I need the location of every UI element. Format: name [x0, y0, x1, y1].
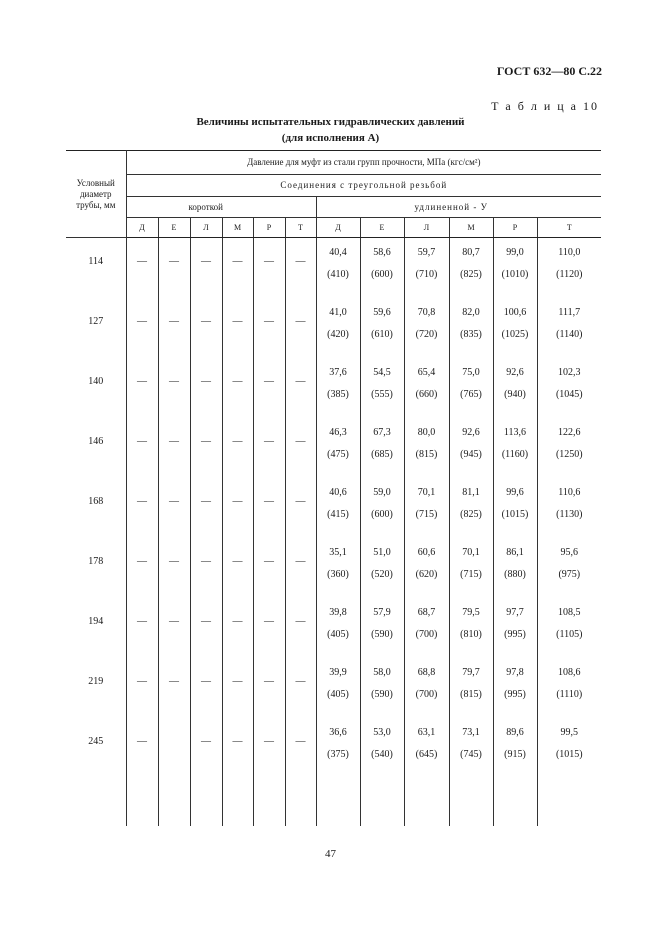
group-header: Л: [190, 218, 222, 238]
table-row: [66, 478, 601, 538]
pressure-mpa: 59,0: [373, 487, 391, 498]
pressure-kgf: (815): [460, 689, 482, 700]
short-value-cell: —: [222, 298, 253, 358]
table-row: [66, 718, 601, 826]
short-value-cell: —: [222, 598, 253, 658]
table-title: Величины испытательных гидравлических давлений: [196, 116, 465, 128]
long-value-cell: [493, 418, 537, 478]
group-header: Т: [537, 218, 601, 238]
short-value-cell: —: [158, 478, 190, 538]
long-value-cell: [537, 238, 601, 299]
pressure-mpa: 70,1: [462, 547, 480, 558]
short-value-cell: —: [190, 658, 222, 718]
pressure-kgf: (825): [460, 269, 482, 280]
pressure-mpa: 110,0: [558, 247, 581, 258]
pressure-kgf: (700): [415, 629, 438, 640]
short-value-cell: —: [126, 358, 158, 418]
table-row: [66, 358, 601, 418]
table-subtitle: (для исполнения А): [281, 132, 380, 144]
pressure-mpa: 111,7: [558, 307, 581, 318]
long-value-cell: [449, 358, 493, 418]
long-value-cell: [537, 658, 601, 718]
pressure-mpa: 80,7: [462, 247, 480, 258]
pressure-kgf: (620): [415, 569, 438, 580]
pressure-mpa: 81,1: [462, 487, 480, 498]
long-value-cell: [449, 418, 493, 478]
long-value-cell: [449, 238, 493, 299]
long-value-cell: [316, 298, 360, 358]
pressure-mpa: 86,1: [506, 547, 524, 558]
long-value-cell: [316, 478, 360, 538]
pressure-mpa: 80,0: [417, 427, 436, 438]
diameter-cell: 140: [66, 358, 126, 418]
long-header: удлиненной - У: [316, 197, 601, 218]
short-value-cell: —: [222, 718, 253, 826]
long-value-cell: [360, 598, 404, 658]
short-value-cell: —: [190, 598, 222, 658]
pressure-header: Давление для муфт из стали групп прочности, МПа (кгс/см²): [126, 151, 601, 175]
long-value-cell: [449, 478, 493, 538]
pressure-mpa: 99,0: [506, 247, 524, 258]
group-header: Р: [253, 218, 285, 238]
long-value-cell: [316, 418, 360, 478]
long-value-cell: [316, 538, 360, 598]
short-value-cell: —: [253, 478, 285, 538]
pressure-mpa: 53,0: [373, 727, 391, 738]
pressure-mpa: 110,6: [558, 487, 581, 498]
pressure-mpa: 113,6: [503, 427, 527, 438]
pressure-kgf: (715): [460, 569, 482, 580]
long-value-cell: [537, 298, 601, 358]
pressure-mpa: 75,0: [462, 367, 480, 378]
pressure-kgf: (765): [460, 389, 482, 400]
short-value-cell: —: [126, 718, 158, 826]
pressure-mpa: 92,6: [506, 367, 524, 378]
short-value-cell: —: [285, 598, 316, 658]
short-value-cell: —: [158, 658, 190, 718]
group-header: Е: [158, 218, 190, 238]
long-value-cell: [316, 718, 360, 826]
pressure-kgf: (385): [327, 389, 349, 400]
pressure-mpa: 89,6: [506, 727, 524, 738]
short-value-cell: —: [126, 658, 158, 718]
long-value-cell: [537, 718, 601, 826]
group-header: М: [449, 218, 493, 238]
pressure-mpa: 97,8: [506, 667, 524, 678]
pressure-kgf: (555): [371, 389, 393, 400]
pressure-mpa: 36,6: [329, 727, 347, 738]
long-value-cell: [449, 718, 493, 826]
short-value-cell: —: [285, 238, 316, 299]
pressure-mpa: 82,0: [462, 307, 480, 318]
pressure-kgf: (715): [415, 509, 438, 520]
long-value-cell: [404, 478, 449, 538]
pressure-mpa: 68,7: [417, 607, 436, 618]
short-value-cell: —: [222, 478, 253, 538]
short-value-cell: —: [253, 718, 285, 826]
pressure-kgf: (520): [371, 569, 393, 580]
long-value-cell: [404, 418, 449, 478]
pressure-mpa: 108,6: [558, 667, 581, 678]
pressure-kgf: (600): [371, 509, 393, 520]
short-value-cell: —: [190, 718, 222, 826]
pressure-kgf: (1130): [556, 509, 583, 520]
long-value-cell: [316, 598, 360, 658]
pressure-kgf: (375): [327, 749, 349, 760]
pressure-kgf: (720): [415, 329, 438, 340]
short-value-cell: —: [190, 298, 222, 358]
short-value-cell: —: [190, 358, 222, 418]
pressure-mpa: 68,8: [417, 667, 436, 678]
long-value-cell: [493, 658, 537, 718]
diameter-cell: 146: [66, 418, 126, 478]
connection-header: Соединения с треугольной резьбой: [126, 175, 601, 197]
pressure-kgf: (645): [415, 749, 438, 760]
short-value-cell: —: [126, 238, 158, 299]
short-value-cell: —: [190, 538, 222, 598]
long-value-cell: [493, 598, 537, 658]
pressure-mpa: 39,8: [329, 607, 347, 618]
diameter-header: Условный диаметр трубы, мм: [66, 151, 126, 238]
pressure-kgf: (1045): [555, 389, 583, 400]
pressure-table: [66, 150, 601, 826]
pressure-mpa: 67,3: [373, 427, 391, 438]
short-value-cell: —: [285, 298, 316, 358]
short-value-cell: —: [126, 298, 158, 358]
pressure-mpa: 40,4: [329, 247, 347, 258]
short-value-cell: —: [285, 658, 316, 718]
pressure-mpa: 51,0: [373, 547, 391, 558]
table-row: [66, 538, 601, 598]
pressure-kgf: (685): [371, 449, 393, 460]
diameter-cell: 219: [66, 658, 126, 718]
pressure-kgf: (880): [504, 569, 526, 580]
short-value-cell: —: [158, 238, 190, 299]
pressure-kgf: (610): [371, 329, 393, 340]
long-value-cell: [493, 478, 537, 538]
pressure-kgf: (410): [327, 269, 349, 280]
short-value-cell: —: [158, 358, 190, 418]
pressure-mpa: 65,4: [417, 367, 436, 378]
long-value-cell: [316, 238, 360, 299]
table-row: [66, 298, 601, 358]
pressure-kgf: (1140): [556, 329, 583, 340]
pressure-kgf: (1160): [501, 449, 529, 460]
short-value-cell: —: [126, 598, 158, 658]
pressure-mpa: 63,1: [417, 727, 436, 738]
diameter-cell: 168: [66, 478, 126, 538]
diameter-cell: 127: [66, 298, 126, 358]
table-row: [66, 418, 601, 478]
long-value-cell: [360, 358, 404, 418]
long-value-cell: [449, 658, 493, 718]
short-value-cell: —: [158, 298, 190, 358]
pressure-mpa: 54,5: [373, 367, 391, 378]
pressure-kgf: (1120): [556, 269, 583, 280]
pressure-mpa: 70,8: [417, 307, 436, 318]
short-value-cell: —: [253, 238, 285, 299]
long-value-cell: [404, 298, 449, 358]
pressure-mpa: 59,7: [417, 247, 436, 258]
short-value-cell: —: [222, 418, 253, 478]
short-header: короткой: [126, 197, 316, 218]
short-value-cell: —: [253, 658, 285, 718]
short-value-cell: —: [222, 238, 253, 299]
long-value-cell: [404, 718, 449, 826]
pressure-mpa: 73,1: [462, 727, 480, 738]
pressure-kgf: (1110): [556, 689, 583, 700]
pressure-mpa: 41,0: [329, 307, 347, 318]
pressure-kgf: (360): [327, 569, 349, 580]
long-value-cell: [404, 538, 449, 598]
long-value-cell: [493, 238, 537, 299]
long-value-cell: [537, 358, 601, 418]
pressure-kgf: (1250): [555, 449, 583, 460]
pressure-mpa: 79,5: [462, 607, 480, 618]
pressure-kgf: (700): [415, 689, 438, 700]
pressure-kgf: (590): [371, 629, 393, 640]
pressure-mpa: 79,7: [462, 667, 480, 678]
short-value-cell: —: [285, 418, 316, 478]
pressure-kgf: (710): [415, 269, 438, 280]
pressure-mpa: 97,7: [506, 607, 524, 618]
pressure-kgf: (810): [460, 629, 482, 640]
pressure-mpa: 60,6: [417, 547, 436, 558]
long-value-cell: [360, 718, 404, 826]
pressure-kgf: (825): [460, 509, 482, 520]
pressure-kgf: (1015): [501, 509, 529, 520]
diameter-cell: 194: [66, 598, 126, 658]
pressure-kgf: (590): [371, 689, 393, 700]
long-value-cell: [360, 418, 404, 478]
pressure-kgf: (835): [460, 329, 482, 340]
long-value-cell: [360, 658, 404, 718]
short-value-cell: —: [222, 358, 253, 418]
pressure-kgf: (415): [327, 509, 349, 520]
pressure-mpa: 122,6: [558, 427, 581, 438]
long-value-cell: [493, 538, 537, 598]
long-value-cell: [493, 298, 537, 358]
pressure-kgf: (745): [460, 749, 482, 760]
short-value-cell: —: [190, 418, 222, 478]
pressure-mpa: 99,5: [560, 727, 579, 738]
pressure-mpa: 100,6: [503, 307, 527, 318]
long-value-cell: [404, 658, 449, 718]
table-row: [66, 598, 601, 658]
page-number: 47: [325, 848, 336, 860]
document-reference: ГОСТ 632—80 С.22: [496, 64, 602, 78]
pressure-kgf: (995): [504, 629, 526, 640]
short-value-cell: —: [285, 358, 316, 418]
pressure-kgf: (815): [415, 449, 438, 460]
long-value-cell: [449, 538, 493, 598]
pressure-kgf: (600): [371, 269, 393, 280]
pressure-kgf: (540): [371, 749, 393, 760]
short-value-cell: [158, 718, 190, 826]
pressure-kgf: (660): [415, 389, 438, 400]
long-value-cell: [404, 598, 449, 658]
long-value-cell: [360, 238, 404, 299]
short-value-cell: —: [285, 538, 316, 598]
long-value-cell: [316, 358, 360, 418]
short-value-cell: —: [126, 478, 158, 538]
short-value-cell: —: [253, 358, 285, 418]
table-label: Т а б л и ц а 10: [491, 99, 599, 113]
pressure-kgf: (405): [327, 629, 349, 640]
short-value-cell: —: [158, 598, 190, 658]
long-value-cell: [449, 598, 493, 658]
short-value-cell: —: [190, 238, 222, 299]
group-header: Л: [404, 218, 449, 238]
long-value-cell: [316, 658, 360, 718]
pressure-kgf: (995): [504, 689, 526, 700]
group-header: Д: [126, 218, 158, 238]
pressure-mpa: 46,3: [329, 427, 347, 438]
short-value-cell: —: [190, 478, 222, 538]
long-value-cell: [449, 298, 493, 358]
pressure-mpa: 70,1: [417, 487, 436, 498]
short-value-cell: —: [222, 658, 253, 718]
short-value-cell: —: [285, 478, 316, 538]
long-value-cell: [493, 358, 537, 418]
group-header: Е: [360, 218, 404, 238]
diameter-cell: 245: [66, 718, 126, 826]
pressure-mpa: 92,6: [462, 427, 480, 438]
pressure-mpa: 102,3: [558, 367, 581, 378]
short-value-cell: —: [158, 418, 190, 478]
short-value-cell: —: [253, 418, 285, 478]
pressure-mpa: 99,6: [506, 487, 524, 498]
long-value-cell: [537, 418, 601, 478]
long-value-cell: [404, 238, 449, 299]
pressure-mpa: 58,6: [373, 247, 391, 258]
pressure-mpa: 108,5: [558, 607, 581, 618]
pressure-mpa: 35,1: [329, 547, 347, 558]
pressure-mpa: 58,0: [373, 667, 391, 678]
pressure-kgf: (975): [558, 569, 581, 580]
long-value-cell: [537, 598, 601, 658]
long-value-cell: [404, 358, 449, 418]
table-row: [66, 658, 601, 718]
short-value-cell: —: [253, 538, 285, 598]
diameter-cell: 114: [66, 238, 126, 299]
pressure-kgf: (915): [504, 749, 526, 760]
pressure-mpa: 39,9: [329, 667, 347, 678]
short-value-cell: —: [253, 598, 285, 658]
long-value-cell: [360, 298, 404, 358]
group-header: Т: [285, 218, 316, 238]
short-value-cell: —: [126, 418, 158, 478]
pressure-kgf: (420): [327, 329, 349, 340]
long-value-cell: [360, 538, 404, 598]
group-header: М: [222, 218, 253, 238]
pressure-kgf: (475): [327, 449, 349, 460]
pressure-mpa: 95,6: [560, 547, 579, 558]
pressure-mpa: 40,6: [329, 487, 347, 498]
short-value-cell: —: [158, 538, 190, 598]
long-value-cell: [537, 478, 601, 538]
short-value-cell: —: [285, 718, 316, 826]
short-value-cell: —: [222, 538, 253, 598]
diameter-cell: 178: [66, 538, 126, 598]
long-value-cell: [493, 718, 537, 826]
pressure-mpa: 37,6: [329, 367, 347, 378]
pressure-kgf: (405): [327, 689, 349, 700]
group-header: Р: [493, 218, 537, 238]
pressure-mpa: 59,6: [373, 307, 391, 318]
pressure-kgf: (940): [504, 389, 526, 400]
short-value-cell: —: [126, 538, 158, 598]
long-value-cell: [537, 538, 601, 598]
long-value-cell: [360, 478, 404, 538]
group-header: Д: [316, 218, 360, 238]
pressure-kgf: (1010): [501, 269, 529, 280]
pressure-mpa: 57,9: [373, 607, 391, 618]
pressure-kgf: (1105): [556, 629, 583, 640]
short-value-cell: —: [253, 298, 285, 358]
pressure-kgf: (1025): [501, 329, 529, 340]
pressure-kgf: (945): [460, 449, 482, 460]
table-row: [66, 238, 601, 299]
pressure-kgf: (1015): [555, 749, 583, 760]
